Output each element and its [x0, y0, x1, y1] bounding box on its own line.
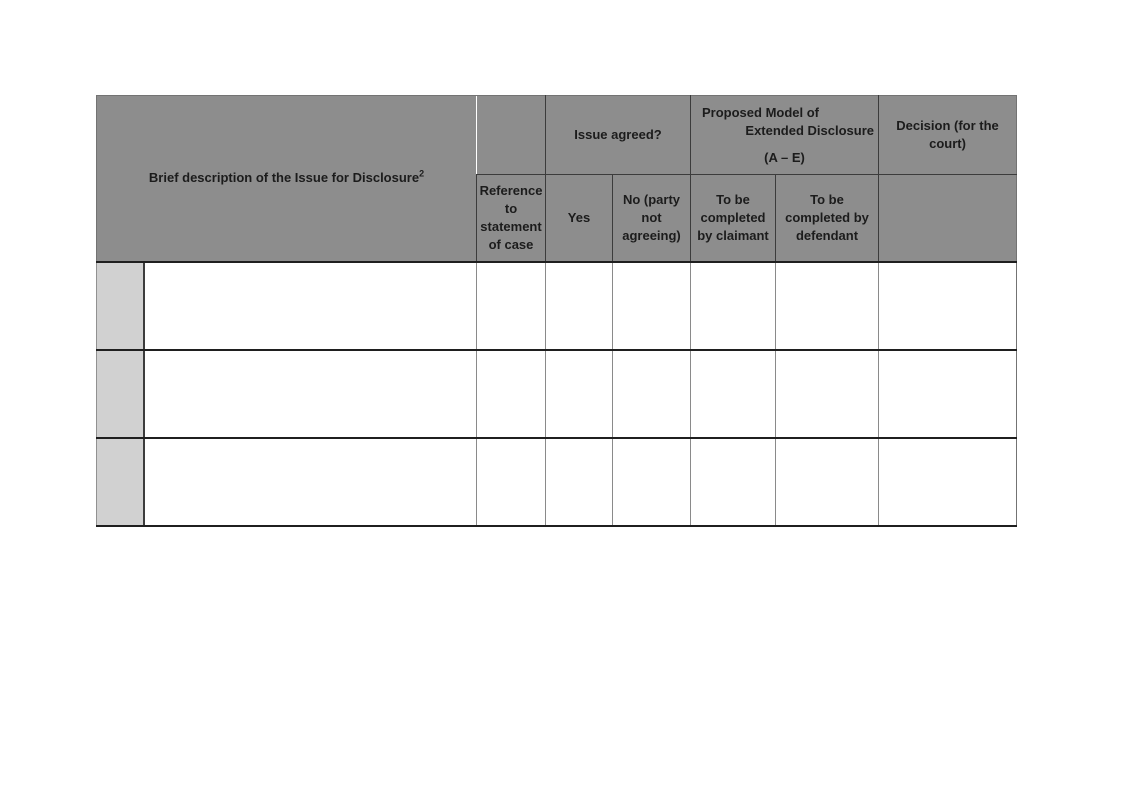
header-defendant: To be completed by defendant [776, 175, 879, 262]
cell-no[interactable] [613, 350, 691, 438]
cell-yes[interactable] [546, 350, 613, 438]
cell-no[interactable] [613, 438, 691, 526]
disclosure-issues-table [96, 95, 1017, 527]
header-row-top [97, 96, 1017, 175]
table-row [97, 350, 1017, 438]
header-reference: Reference to statement of case [477, 175, 546, 262]
cell-defendant[interactable] [776, 350, 879, 438]
header-claimant: To be completed by claimant [691, 175, 776, 262]
header-no: No (party not agreeing) [613, 175, 691, 262]
cell-description[interactable] [144, 438, 477, 526]
row-label-cell [97, 438, 144, 526]
proposed-model-line1: Proposed Model of [702, 104, 819, 120]
cell-reference[interactable] [477, 262, 546, 350]
table-row [97, 438, 1017, 526]
header-yes: Yes [546, 175, 613, 262]
cell-decision[interactable] [879, 262, 1017, 350]
cell-claimant[interactable] [691, 438, 776, 526]
cell-claimant[interactable] [691, 262, 776, 350]
cell-description[interactable] [144, 262, 477, 350]
header-description [97, 96, 477, 262]
cell-description[interactable] [144, 350, 477, 438]
cell-reference[interactable] [477, 350, 546, 438]
cell-claimant[interactable] [691, 350, 776, 438]
row-label-cell [97, 262, 144, 350]
header-reference-spacer [477, 96, 546, 175]
cell-decision[interactable] [879, 438, 1017, 526]
proposed-model-line2: Extended Disclosure [745, 122, 875, 138]
header-description-label: Brief description of the Issue for Disclosure [148, 170, 420, 186]
cell-no[interactable] [613, 262, 691, 350]
header-decision: Decision (for the court) [879, 96, 1017, 175]
header-issue-agreed: Issue agreed? [546, 96, 691, 175]
document-page [96, 95, 1017, 527]
cell-yes[interactable] [546, 262, 613, 350]
header-proposed-model [691, 96, 879, 175]
cell-defendant[interactable] [776, 262, 879, 350]
header-decision-spacer [879, 175, 1017, 262]
cell-yes[interactable] [546, 438, 613, 526]
cell-decision[interactable] [879, 350, 1017, 438]
row-label-cell [97, 350, 144, 438]
cell-reference[interactable] [477, 438, 546, 526]
table-body [97, 262, 1017, 526]
footnote-marker: 2 [419, 168, 425, 179]
proposed-model-line3: (A – E) [764, 149, 805, 165]
table-row [97, 262, 1017, 350]
cell-defendant[interactable] [776, 438, 879, 526]
